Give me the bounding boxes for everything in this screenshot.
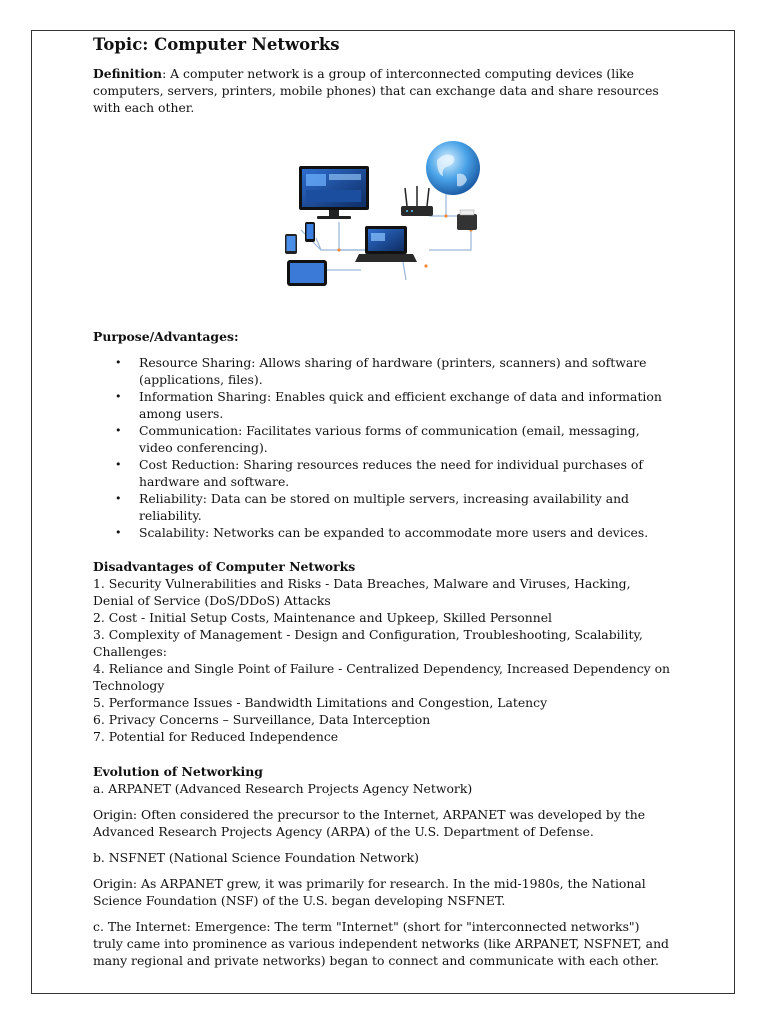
definition-text: : A computer network is a group of interconnected computing devices (like computers, servers, printers, mobile phones) that can exchange data and share resources with each other. <box>93 66 659 115</box>
document-body <box>93 34 673 969</box>
list-item: • Scalability: Networks can be expanded to accommodate more users and devices. <box>139 524 673 541</box>
list-item: 4. Reliance and Single Point of Failure - Centralized Dependency, Increased Dependency on Technology <box>93 661 671 693</box>
list-item: 5. Performance Issues - Bandwidth Limitations and Congestion, Latency <box>93 695 548 710</box>
list-item: • Cost Reduction: Sharing resources reduces the need for individual purchases of hardware and software. <box>139 456 673 490</box>
disadvantages-heading: Disadvantages of Computer Networks <box>93 559 356 574</box>
arpanet-heading: a. ARPANET (Advanced Research Projects Agency Network) <box>93 781 473 796</box>
internet-paragraph: c. The Internet: Emergence: The term "Internet" (short for "interconnected networks") truly came into prominence as various independent networks (like ARPANET, NSFNET, and many regional and private networks) began to connect and communicate with each other. <box>93 919 669 968</box>
list-item: • Information Sharing: Enables quick and efficient exchange of data and information among users. <box>139 388 673 422</box>
list-item: 6. Privacy Concerns – Surveillance, Data Interception <box>93 712 431 727</box>
network-illustration-icon <box>261 130 511 310</box>
page-title: Topic: Computer Networks <box>93 35 340 54</box>
nsfnet-heading: b. NSFNET (National Science Foundation Network) <box>93 850 419 865</box>
purpose-heading: Purpose/Advantages: <box>93 329 239 344</box>
list-item: 2. Cost - Initial Setup Costs, Maintenance and Upkeep, Skilled Personnel <box>93 610 553 625</box>
list-item: 7. Potential for Reduced Independence <box>93 729 339 744</box>
nsfnet-origin: Origin: As ARPANET grew, it was primarily for research. In the mid-1980s, the National Science Foundation (NSF) of the U.S. began developing NSFNET. <box>93 876 646 908</box>
advantages-list <box>93 354 673 541</box>
evolution-heading: Evolution of Networking <box>93 764 263 779</box>
definition-label: Definition <box>93 66 163 81</box>
definition-paragraph <box>93 65 673 116</box>
list-item: • Reliability: Data can be stored on multiple servers, increasing availability and reliability. <box>139 490 673 524</box>
list-item: • Resource Sharing: Allows sharing of hardware (printers, scanners) and software (applications, files). <box>139 354 673 388</box>
network-devices-illustration <box>261 130 511 310</box>
arpanet-origin: Origin: Often considered the precursor to the Internet, ARPANET was developed by the Advanced Research Projects Agency (ARPA) of the U.S. Department of Defense. <box>93 807 646 839</box>
list-item: 3. Complexity of Management - Design and Configuration, Troubleshooting, Scalability, Challenges: <box>93 627 643 659</box>
list-item: 1. Security Vulnerabilities and Risks - Data Breaches, Malware and Viruses, Hacking, Denial of Service (DoS/DDoS) Attacks <box>93 576 631 608</box>
list-item: • Communication: Facilitates various forms of communication (email, messaging, video conferencing). <box>139 422 673 456</box>
disadvantages-list <box>93 575 673 745</box>
